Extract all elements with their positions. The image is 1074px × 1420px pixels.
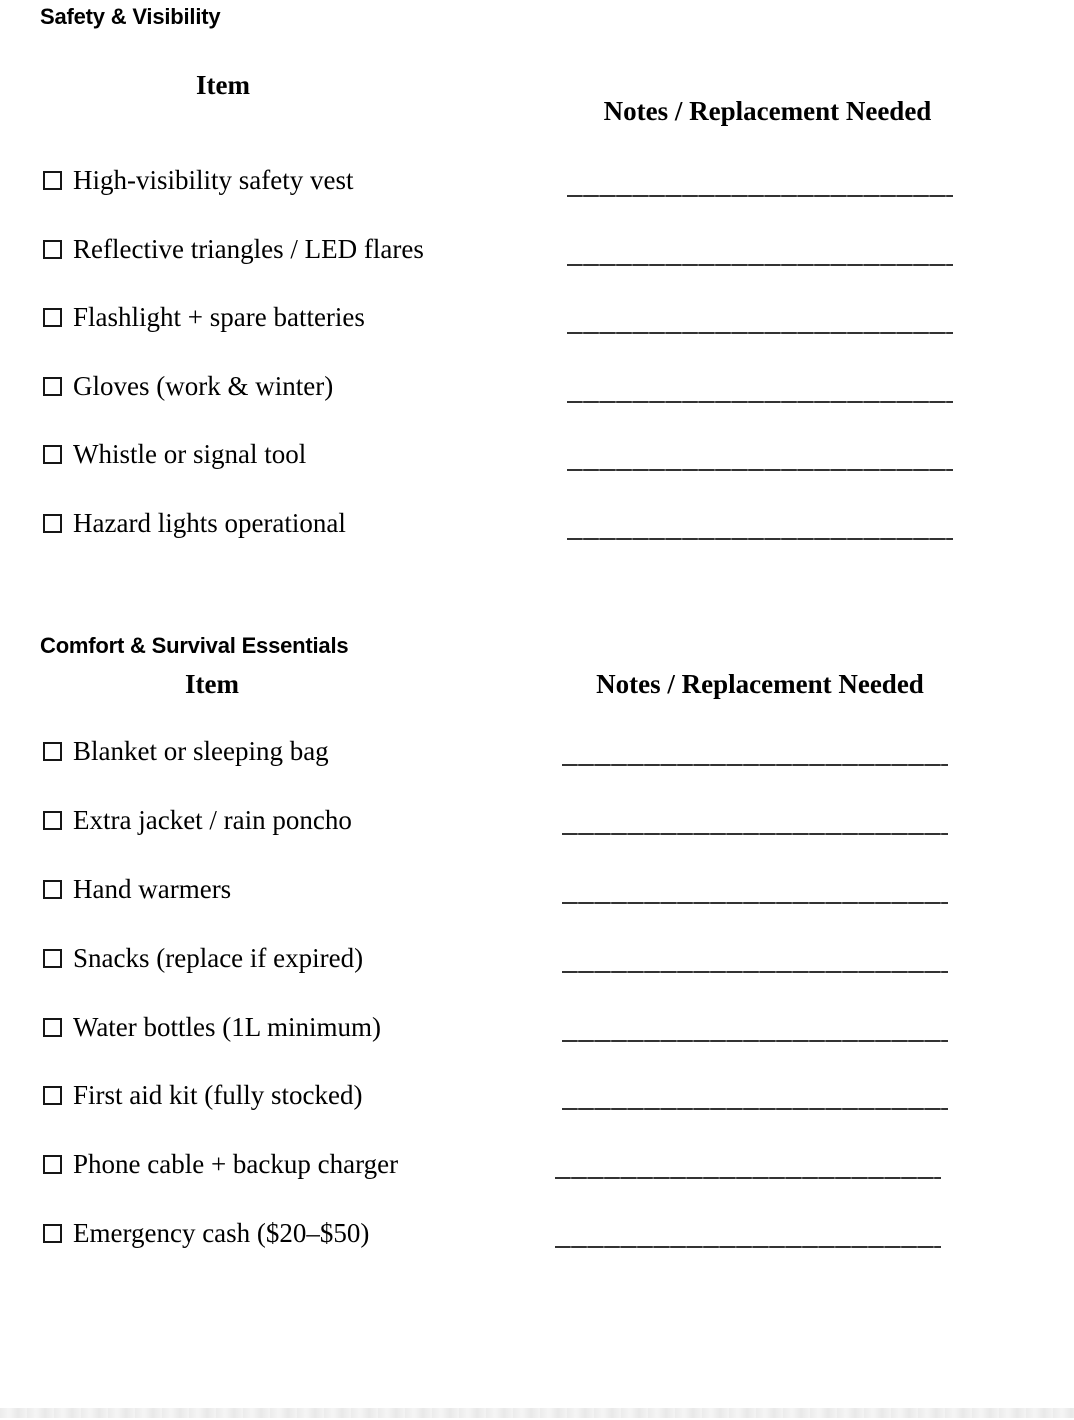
- item-label: First aid kit (fully stocked): [73, 1080, 363, 1111]
- checklist-item: [43, 1217, 369, 1249]
- item-label: Hand warmers: [73, 873, 232, 904]
- empty-checkbox-icon[interactable]: [43, 811, 62, 830]
- column-header-item: Item: [185, 669, 239, 699]
- checklist-item: [43, 873, 231, 905]
- note-blank-line[interactable]: [555, 1177, 941, 1179]
- checklist-row: [0, 1148, 1074, 1217]
- item-label: Extra jacket / rain poncho: [73, 804, 352, 835]
- checklist-row: [0, 735, 1074, 804]
- item-label: Gloves (work & winter): [73, 370, 334, 401]
- page-edge-artifact: [0, 1408, 1074, 1418]
- checklist-item: [43, 804, 352, 836]
- checklist-item: [43, 1148, 398, 1180]
- section-title-comfort-survival: Comfort & Survival Essentials: [40, 633, 349, 658]
- item-label: Emergency cash ($20–$50): [73, 1218, 370, 1249]
- note-blank-line[interactable]: [562, 1108, 948, 1110]
- checklist-row: [0, 942, 1074, 1011]
- item-label: Blanket or sleeping bag: [73, 736, 329, 766]
- checklist-rows-comfort: [0, 735, 1074, 1286]
- checklist-row: [0, 804, 1074, 873]
- empty-checkbox-icon[interactable]: [43, 1018, 62, 1037]
- note-blank-line[interactable]: [562, 902, 948, 904]
- item-label: High-visibility safety vest: [73, 165, 354, 195]
- item-label: Phone cable + backup charger: [73, 1149, 399, 1180]
- note-blank-line[interactable]: [562, 1040, 948, 1042]
- note-blank-line[interactable]: [555, 1246, 941, 1248]
- item-label: Flashlight + spare batteries: [73, 302, 365, 333]
- item-label: Whistle or signal tool: [73, 439, 307, 470]
- note-blank-line[interactable]: [562, 764, 948, 766]
- item-label: Water bottles (1L minimum): [73, 1011, 382, 1042]
- checklist-row: [0, 1217, 1074, 1286]
- checklist-row: [0, 873, 1074, 942]
- column-header-notes: Notes / Replacement Needed: [603, 96, 932, 126]
- empty-checkbox-icon[interactable]: [43, 880, 62, 899]
- empty-checkbox-icon[interactable]: [43, 742, 62, 761]
- empty-checkbox-icon[interactable]: [43, 1224, 62, 1243]
- empty-checkbox-icon[interactable]: [43, 949, 62, 968]
- column-header-item: Item: [196, 70, 250, 100]
- section-title-safety-visibility: Safety & Visibility: [40, 4, 221, 29]
- empty-checkbox-icon[interactable]: [43, 1155, 62, 1174]
- item-label: Hazard lights operational: [73, 507, 346, 538]
- checklist-item: [43, 1079, 362, 1111]
- item-label: Snacks (replace if expired): [73, 942, 364, 973]
- checklist-row: [0, 1079, 1074, 1148]
- empty-checkbox-icon[interactable]: [43, 1086, 62, 1105]
- checklist-item: [43, 735, 329, 767]
- checklist-item: [43, 942, 363, 974]
- note-blank-line[interactable]: [562, 833, 948, 835]
- checklist-row: [0, 1011, 1074, 1080]
- note-blank-line[interactable]: [562, 971, 948, 973]
- checklist-item: [43, 1011, 381, 1043]
- column-header-notes: Notes / Replacement Needed: [596, 669, 924, 699]
- item-label: Reflective triangles / LED flares: [73, 233, 424, 264]
